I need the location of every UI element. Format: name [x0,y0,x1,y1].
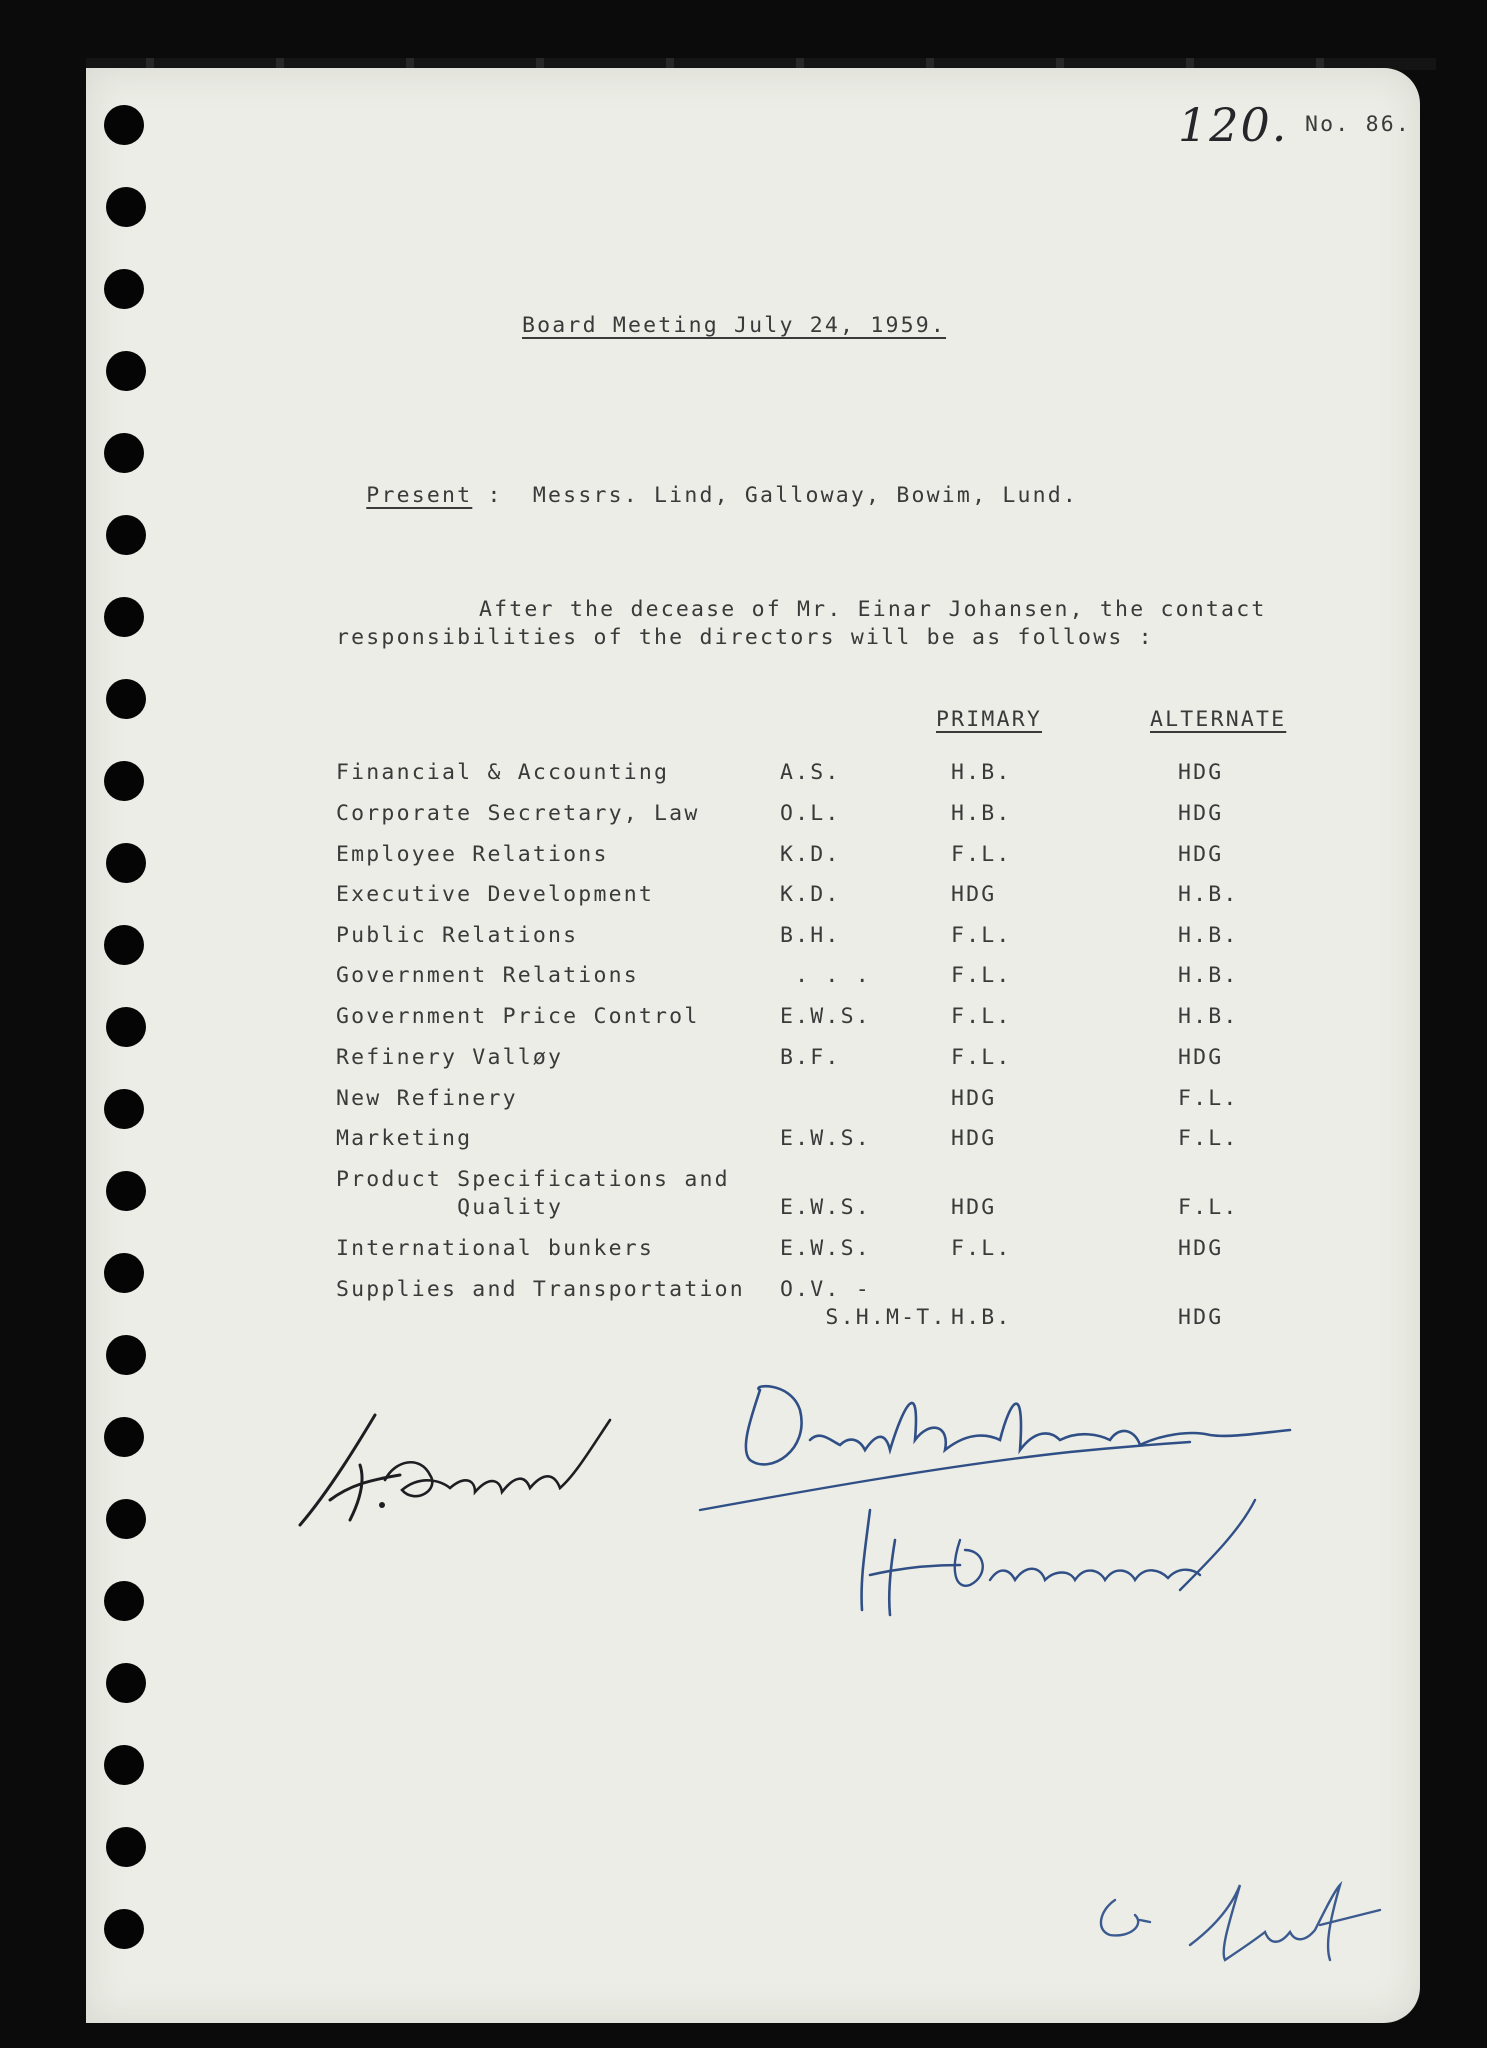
punch-hole [104,1581,144,1621]
present-names: Messrs. Lind, Galloway, Bowim, Lund. [532,482,1079,508]
row-primary: F.L. [951,1004,1012,1029]
row-primary: F.L. [951,842,1012,867]
table-row [0,1045,1487,1075]
row-alternate: H.B. [1178,963,1239,988]
present-label: Present [366,482,473,508]
row-responsible: B.F. [780,1045,841,1070]
row-alternate: HDG [1178,842,1224,867]
present-line [336,463,1078,506]
punch-hole [106,1663,146,1703]
row-primary: H.B. [951,1305,1012,1330]
table-row [0,1167,1487,1197]
punch-hole [104,269,144,309]
row-area: Marketing [336,1126,473,1151]
table-row [0,1004,1487,1034]
page-title: Board Meeting July 24, 1959. [522,313,947,338]
intro-line-2: responsibilities of the directors will be as follows : [336,625,1154,650]
row-area: Public Relations [336,923,579,948]
row-primary: HDG [951,1086,997,1111]
row-alternate: HDG [1178,760,1224,785]
row-area: Employee Relations [336,842,609,867]
row-area: International bunkers [336,1236,655,1261]
table-row [0,963,1487,993]
table-row [0,1305,1487,1335]
row-area: Government Price Control [336,1004,700,1029]
row-alternate: HDG [1178,1305,1224,1330]
punch-hole [104,105,144,145]
row-alternate: F.L. [1178,1126,1239,1151]
row-responsible: E.W.S. [780,1195,871,1220]
table-row [0,1195,1487,1225]
row-primary: HDG [951,882,997,907]
punch-hole [104,433,144,473]
row-responsible: . . . [780,963,871,988]
present-separator: : [472,482,533,508]
row-primary: F.L. [951,1045,1012,1070]
row-primary: F.L. [951,923,1012,948]
row-alternate: F.L. [1178,1086,1239,1111]
row-responsible: O.L. [780,801,841,826]
table-row [0,1236,1487,1266]
row-responsible: B.H. [780,923,841,948]
row-alternate: F.L. [1178,1195,1239,1220]
row-alternate: H.B. [1178,882,1239,907]
punch-hole [106,1827,146,1867]
header-alternate: ALTERNATE [1150,707,1287,732]
header-primary: PRIMARY [936,707,1043,732]
signature-bowim [290,1380,630,1550]
punch-hole [106,187,146,227]
row-primary: H.B. [951,801,1012,826]
punch-hole [104,1417,144,1457]
punch-hole [104,1745,144,1785]
punch-hole [106,515,146,555]
row-area: Quality [336,1195,564,1220]
row-responsible: E.W.S. [780,1126,871,1151]
table-row [0,760,1487,790]
row-area: Product Specifications and [336,1167,730,1192]
table-row [0,1086,1487,1116]
row-alternate: HDG [1178,801,1224,826]
row-area: New Refinery [336,1086,518,1111]
row-responsible: E.W.S. [780,1004,871,1029]
row-primary: H.B. [951,760,1012,785]
row-responsible: S.H.M-T. [780,1305,947,1330]
row-primary: HDG [951,1195,997,1220]
punch-hole [106,1335,146,1375]
document-number: No. 86. [1305,112,1412,137]
intro-line-1: After the decease of Mr. Einar Johansen, the contact [479,597,1267,622]
punch-hole [104,1909,144,1949]
row-responsible: O.V. - [780,1277,871,1302]
row-responsible: E.W.S. [780,1236,871,1261]
table-row [0,923,1487,953]
punch-hole [106,1499,146,1539]
table-row [0,1126,1487,1156]
row-alternate: HDG [1178,1236,1224,1261]
table-row [0,801,1487,831]
row-area: Financial & Accounting [336,760,670,785]
row-alternate: H.B. [1178,1004,1239,1029]
punch-hole [106,351,146,391]
row-responsible: K.D. [780,882,841,907]
table-row [0,1277,1487,1307]
row-area: Corporate Secretary, Law [336,801,700,826]
signature-galloway [850,1480,1270,1630]
row-primary: HDG [951,1126,997,1151]
table-row [0,842,1487,872]
row-primary: F.L. [951,963,1012,988]
row-area: Executive Development [336,882,655,907]
handwritten-page-number: 120. [1178,98,1289,152]
table-row [0,882,1487,912]
row-alternate: H.B. [1178,923,1239,948]
row-area: Refinery Valløy [336,1045,564,1070]
row-responsible: A.S. [780,760,841,785]
row-alternate: HDG [1178,1045,1224,1070]
signature-lund [1090,1870,1390,1980]
punch-hole [106,679,146,719]
row-responsible: K.D. [780,842,841,867]
punch-hole [104,597,144,637]
row-area: Supplies and Transportation [336,1277,745,1302]
row-primary: F.L. [951,1236,1012,1261]
row-area: Government Relations [336,963,639,988]
